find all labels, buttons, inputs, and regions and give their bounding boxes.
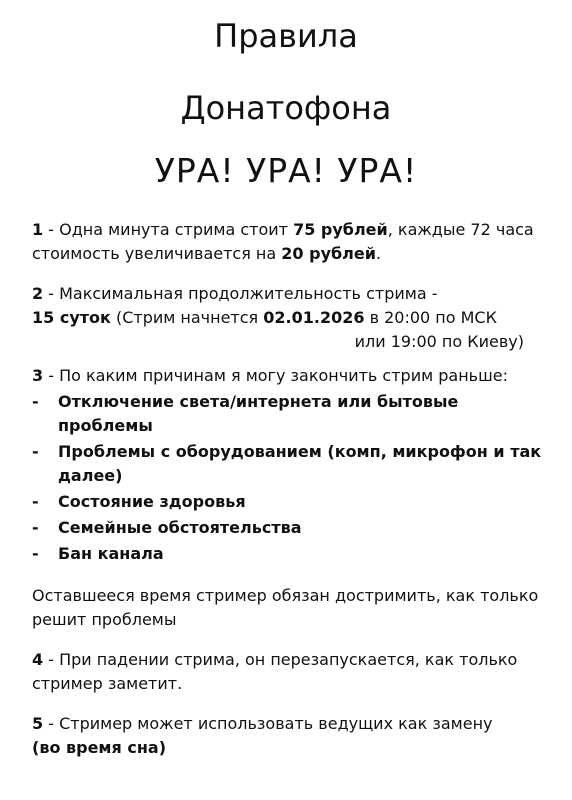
rule-2-sep: - — [43, 284, 60, 303]
rule-5-text-a: Стример может использовать ведущих как замену — [59, 714, 493, 733]
rule-3 — [32, 364, 552, 388]
rule-4 — [32, 648, 552, 696]
rule-2 — [32, 282, 552, 330]
rule-3-text-a: По каким причинам я могу закончить стрим раньше: — [59, 366, 508, 385]
title-line-2: Донатофона — [180, 89, 392, 127]
title-line-1: Правила — [214, 17, 358, 55]
rule-2-duration: 15 суток — [32, 308, 111, 327]
rule-1-text-c: . — [375, 244, 382, 263]
rule-4-number: 4 — [32, 650, 44, 669]
rule-5 — [32, 712, 552, 760]
rule-4-text-a: При падении стрима, он перезапускается, как только стример заметит. — [32, 650, 518, 693]
rule-1-text-b: , каждые 72 часа стоимость увеличивается на — [32, 220, 534, 263]
rule-2-number: 2 — [32, 284, 44, 303]
list-item: - Состояние здоровья — [32, 492, 246, 511]
rule-3-number: 3 — [32, 366, 44, 385]
reasons-list — [32, 390, 552, 566]
rule-2-date: 02.01.2026 — [263, 308, 365, 327]
rule-1-increase: 20 рублей — [281, 244, 376, 263]
list-item: - Отключение света/интернета или бытовые проблемы — [32, 392, 459, 435]
rule-1 — [32, 218, 552, 266]
rule-1-sep: - — [43, 220, 60, 239]
title-line-3: УРА! УРА! УРА! — [154, 151, 418, 190]
rule-2-text-b: (Стрим начнется — [110, 308, 264, 327]
rule-3-sep: - — [43, 366, 60, 385]
list-item: - Семейные обстоятельства — [32, 518, 302, 537]
rule-4-sep: - — [43, 650, 60, 669]
list-item: - Бан канала — [32, 544, 164, 563]
rule-1-text-a: Одна минута стрима стоит — [59, 220, 294, 239]
rule-2-kiev: или 19:00 по Киеву) — [354, 332, 524, 351]
rule-5-sep: - — [43, 714, 60, 733]
rule-5-number: 5 — [32, 714, 44, 733]
rule-2-text-a: Максимальная продолжительность стрима - — [59, 284, 438, 303]
rule-1-price: 75 рублей — [293, 220, 388, 239]
rule-1-number: 1 — [32, 220, 44, 239]
rules-content — [32, 218, 552, 760]
list-item: - Проблемы с оборудованием (комп, микрофон и так далее) — [32, 442, 542, 485]
rule-2-text-c: в 20:00 по МСК — [364, 308, 497, 327]
remaining-time-note: Оставшееся время стример обязан достримить, как только решит проблемы — [32, 586, 539, 629]
rule-5-sleep: (во время сна) — [32, 738, 166, 757]
